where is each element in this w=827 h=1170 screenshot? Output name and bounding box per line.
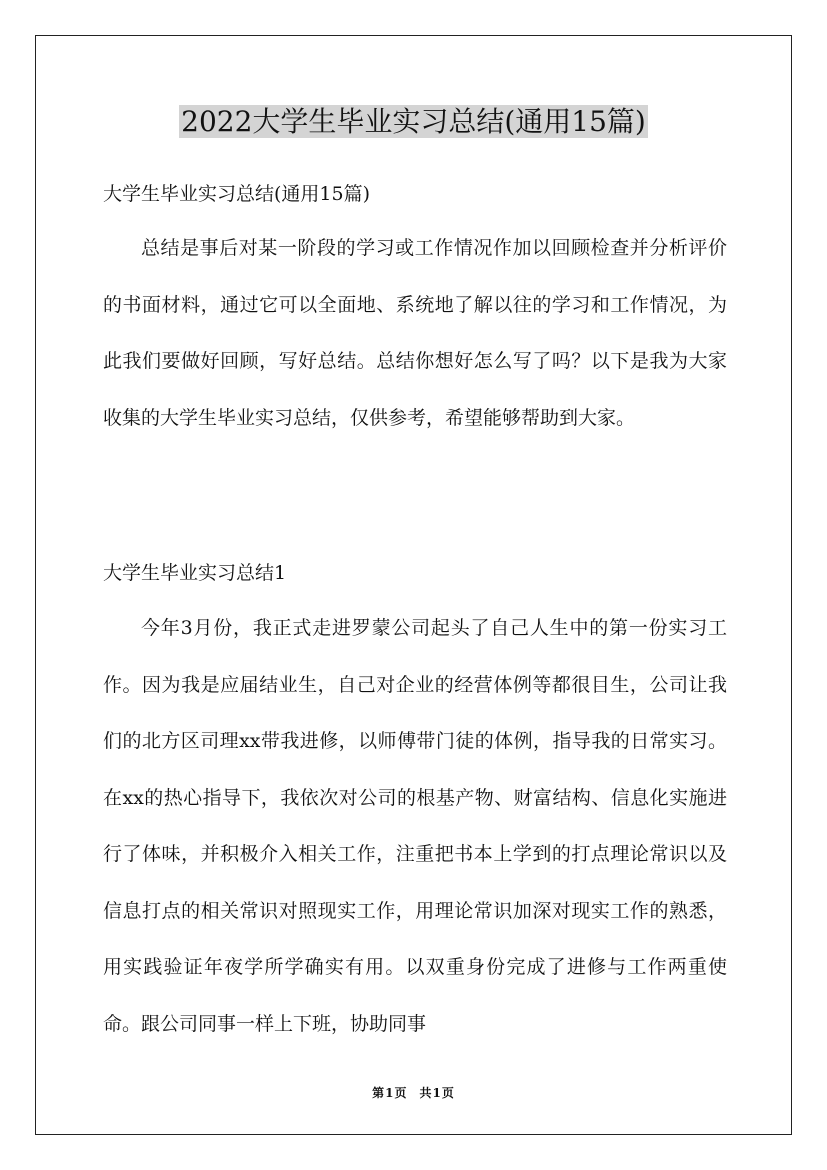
document-subtitle: 大学生毕业实习总结(通用15篇) xyxy=(103,183,371,205)
document-title xyxy=(0,100,827,144)
intro-paragraph: 总结是事后对某一阶段的学习或工作情况作加以回顾检查并分析评价的书面材料，通过它可以全面地、系统地了解以往的学习和工作情况，为此我们要做好回顾，写好总结。总结你想好怎么写了吗？以下是我为大家收集的大学生毕业实习总结，仅供参考，希望能够帮助到大家。 xyxy=(103,237,727,429)
page-total: 共1页 xyxy=(419,1086,455,1100)
page-footer xyxy=(0,1085,827,1101)
page-number: 第1页 xyxy=(372,1086,408,1100)
section-heading-1: 大学生毕业实习总结1 xyxy=(103,562,287,584)
document-title-text: 2022大学生毕业实习总结(通用15篇) xyxy=(181,105,646,138)
section-1-paragraph: 今年3月份，我正式走进罗蒙公司起头了自己人生中的第一份实习工作。因为我是应届结业生，自己对企业的经营体例等都很目生，公司让我们的北方区司理xx带我进修，以师傅带门徒的体例，指导我的日常实习。在xx的热心指导下，我依次对公司的根基产物、财富结构、信息化实施进行了体味，并积极介入相关工作，注重把书本上学到的打点理论常识以及信息打点的相关常识对照现实工作，用理论常识加深对现实工作的熟悉，用实践验证年夜学所学确实有用。以双重身份完成了进修与工作两重使命。跟公司同事一样上下班，协助同事 xyxy=(103,617,727,1035)
